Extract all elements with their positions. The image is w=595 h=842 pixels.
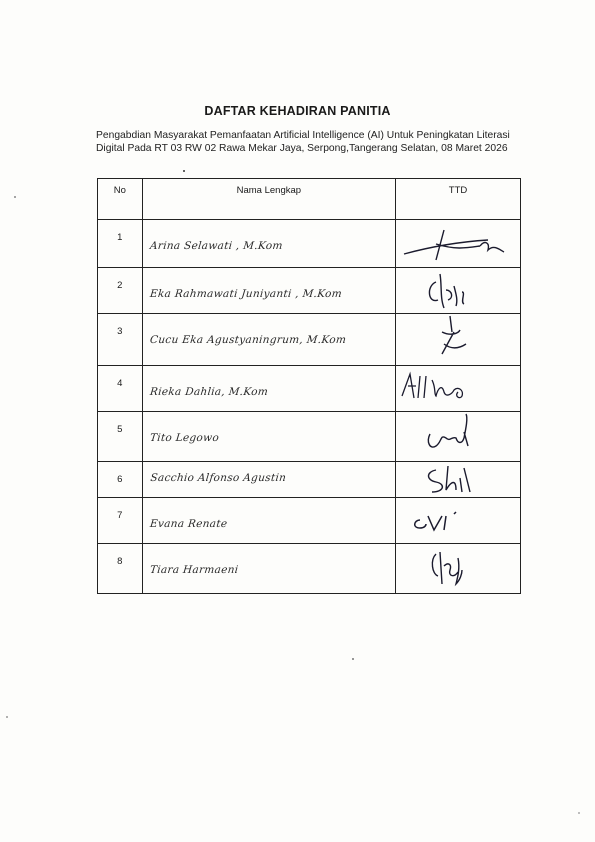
attendance-table xyxy=(97,178,521,594)
ink-speck xyxy=(6,716,8,718)
row-no: 3 xyxy=(98,314,143,366)
row-no: 5 xyxy=(98,412,143,462)
ink-speck xyxy=(352,658,354,660)
row-no: 7 xyxy=(98,498,143,544)
signature-icon xyxy=(396,366,514,410)
table-row xyxy=(98,268,521,314)
header-name: Nama Lengkap xyxy=(142,179,395,220)
row-no: 2 xyxy=(98,268,143,314)
row-name-cell xyxy=(142,412,395,462)
row-signature-cell xyxy=(396,366,521,412)
signature-icon xyxy=(396,412,514,456)
ink-speck xyxy=(183,170,185,172)
header-no: No xyxy=(98,179,143,220)
row-signature-cell xyxy=(396,268,521,314)
row-signature-cell xyxy=(396,462,521,498)
row-name: Tito Legowo xyxy=(148,432,220,444)
table-header-row xyxy=(98,179,521,220)
row-name: Evana Renate xyxy=(148,518,228,530)
table-row xyxy=(98,544,521,594)
row-signature-cell xyxy=(396,314,521,366)
row-name-cell xyxy=(142,366,395,412)
signature-icon xyxy=(396,268,514,312)
signature-icon xyxy=(396,462,514,496)
signature-icon xyxy=(396,544,514,588)
row-name-cell xyxy=(142,544,395,594)
row-name: Arina Selawati , M.Kom xyxy=(148,240,283,252)
signature-icon xyxy=(396,220,514,264)
row-no: 6 xyxy=(98,462,143,498)
row-name-cell xyxy=(142,314,395,366)
table-row xyxy=(98,366,521,412)
signature-icon xyxy=(396,314,514,358)
row-name-cell xyxy=(142,220,395,268)
row-name-cell xyxy=(142,498,395,544)
document-title: DAFTAR KEHADIRAN PANITIA xyxy=(204,104,391,118)
table-row xyxy=(98,412,521,462)
table-row xyxy=(98,498,521,544)
table-row xyxy=(98,462,521,498)
row-signature-cell xyxy=(396,220,521,268)
header-ttd: TTD xyxy=(396,179,521,220)
row-name: Cucu Eka Agustyaningrum, M.Kom xyxy=(148,334,347,346)
row-no: 8 xyxy=(98,544,143,594)
row-name: Sacchio Alfonso Agustin xyxy=(149,472,287,484)
row-signature-cell xyxy=(396,498,521,544)
ink-speck xyxy=(578,812,580,814)
row-no: 1 xyxy=(98,220,143,268)
row-signature-cell xyxy=(396,544,521,594)
table-row xyxy=(98,314,521,366)
row-name: Rieka Dahlia, M.Kom xyxy=(148,386,269,398)
ink-speck xyxy=(14,196,16,198)
row-name-cell xyxy=(142,268,395,314)
row-signature-cell xyxy=(396,412,521,462)
document-intro: Pengabdian Masyarakat Pemanfaatan Artificial Intelligence (AI) Untuk Peningkatan Literasi Digital Pada RT 03 RW 02 Rawa Mekar Jaya, Serpong,Tangerang Selatan, 08 Maret 2026 xyxy=(96,130,510,154)
row-name: Tiara Harmaeni xyxy=(148,564,239,576)
signature-icon xyxy=(396,498,514,542)
table-row xyxy=(98,220,521,268)
row-name: Eka Rahmawati Juniyanti , M.Kom xyxy=(148,288,343,300)
row-no: 4 xyxy=(98,366,143,412)
row-name-cell xyxy=(142,462,395,498)
